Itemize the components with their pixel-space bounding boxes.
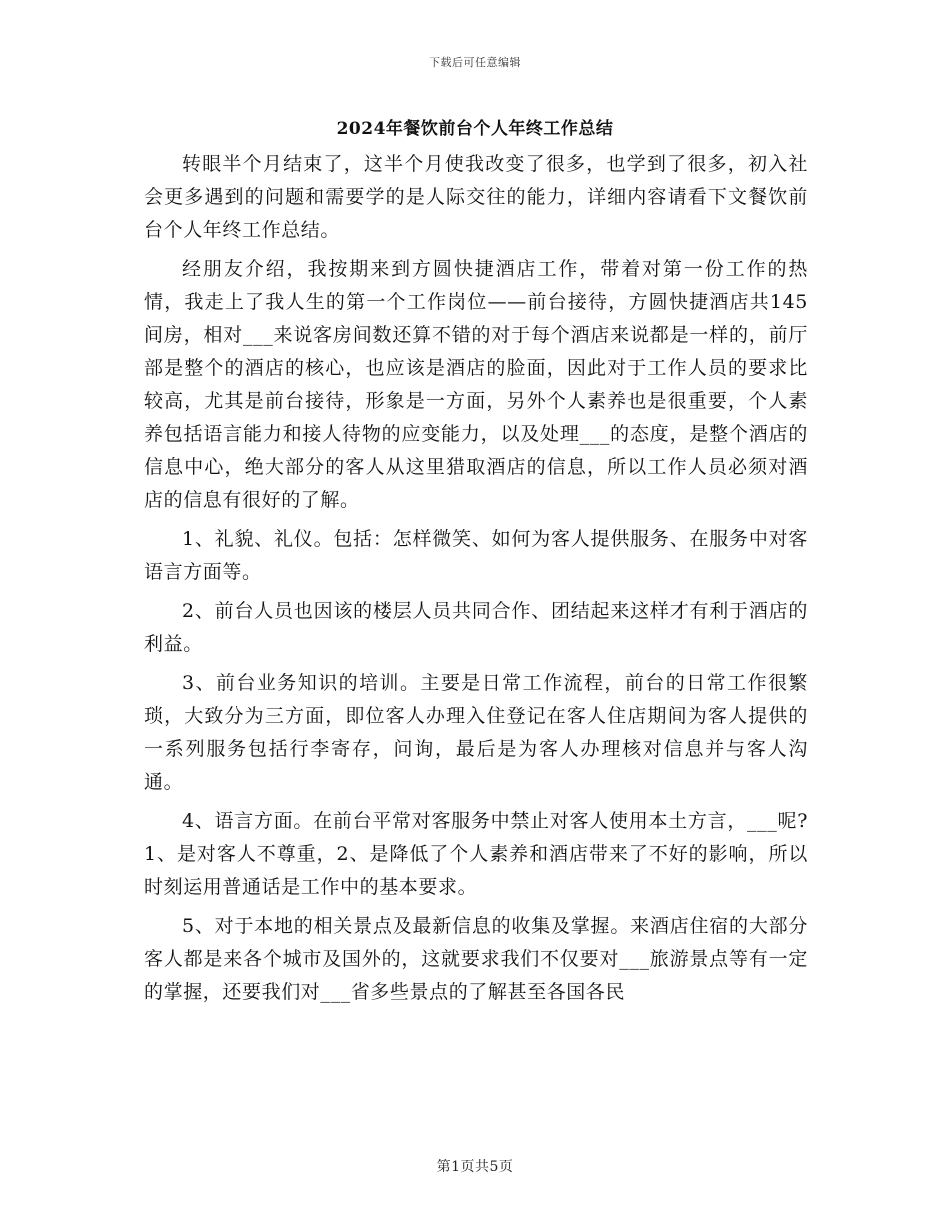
document-title: 2024年餐饮前台个人年终工作总结: [336, 119, 614, 139]
paragraph-item-4: 4、语言方面。在前台平常对客服务中禁止对客人使用本土方言，___呢?1、是对客人不尊重，2、是降低了个人素养和酒店带来了不好的影响，所以时刻运用普通话是工作中的基本要求。: [144, 810, 808, 898]
page-footer: 第1页共5页: [436, 1159, 514, 1175]
paragraph-item-3: 3、前台业务知识的培训。主要是日常工作流程，前台的日常工作很繁琐，大致分为三方面，即位客人办理入住登记在客人住店期间为客人提供的一系列服务包括行李寄存，问询，最后是为客人办理核对信息并与客人沟通。: [144, 672, 808, 793]
document-body: [144, 148, 808, 1015]
paragraph-background: 经朋友介绍，我按期来到方圆快捷酒店工作，带着对第一份工作的热情，我走上了我人生的第一个工作岗位——前台接待，方圆快捷酒店共145间房，相对___来说客房间数还算不错的对于每个酒店来说都是一样的，前厅部是整个的酒店的核心，也应该是酒店的脸面，因此对于工作人员的要求比较高，尤其是前台接待，形象是一方面，另外个人素养也是很重要，个人素养包括语言能力和接人待物的应变能力，以及处理___的态度，是整个酒店的信息中心，绝大部分的客人从这里猎取酒店的信息，所以工作人员必须对酒店的信息有很好的了解。: [144, 258, 808, 511]
paragraph-item-5: 5、对于本地的相关景点及最新信息的收集及掌握。来酒店住宿的大部分客人都是来各个城市及国外的，这就要求我们不仅要对___旅游景点等有一定的掌握，还要我们对___省多些景点的了解甚至各国各民: [144, 915, 808, 1003]
paragraph-intro: 转眼半个月结束了，这半个月使我改变了很多，也学到了很多，初入社会更多遇到的问题和需要学的是人际交往的能力，详细内容请看下文餐饮前台个人年终工作总结。: [144, 153, 808, 241]
header-note: 下载后可任意编辑: [429, 56, 521, 69]
paragraph-item-1: 1、礼貌、礼仪。包括：怎样微笑、如何为客人提供服务、在服务中对客语言方面等。: [144, 528, 808, 583]
paragraph-item-2: 2、前台人员也因该的楼层人员共同合作、团结起来这样才有利于酒店的利益。: [144, 600, 808, 655]
